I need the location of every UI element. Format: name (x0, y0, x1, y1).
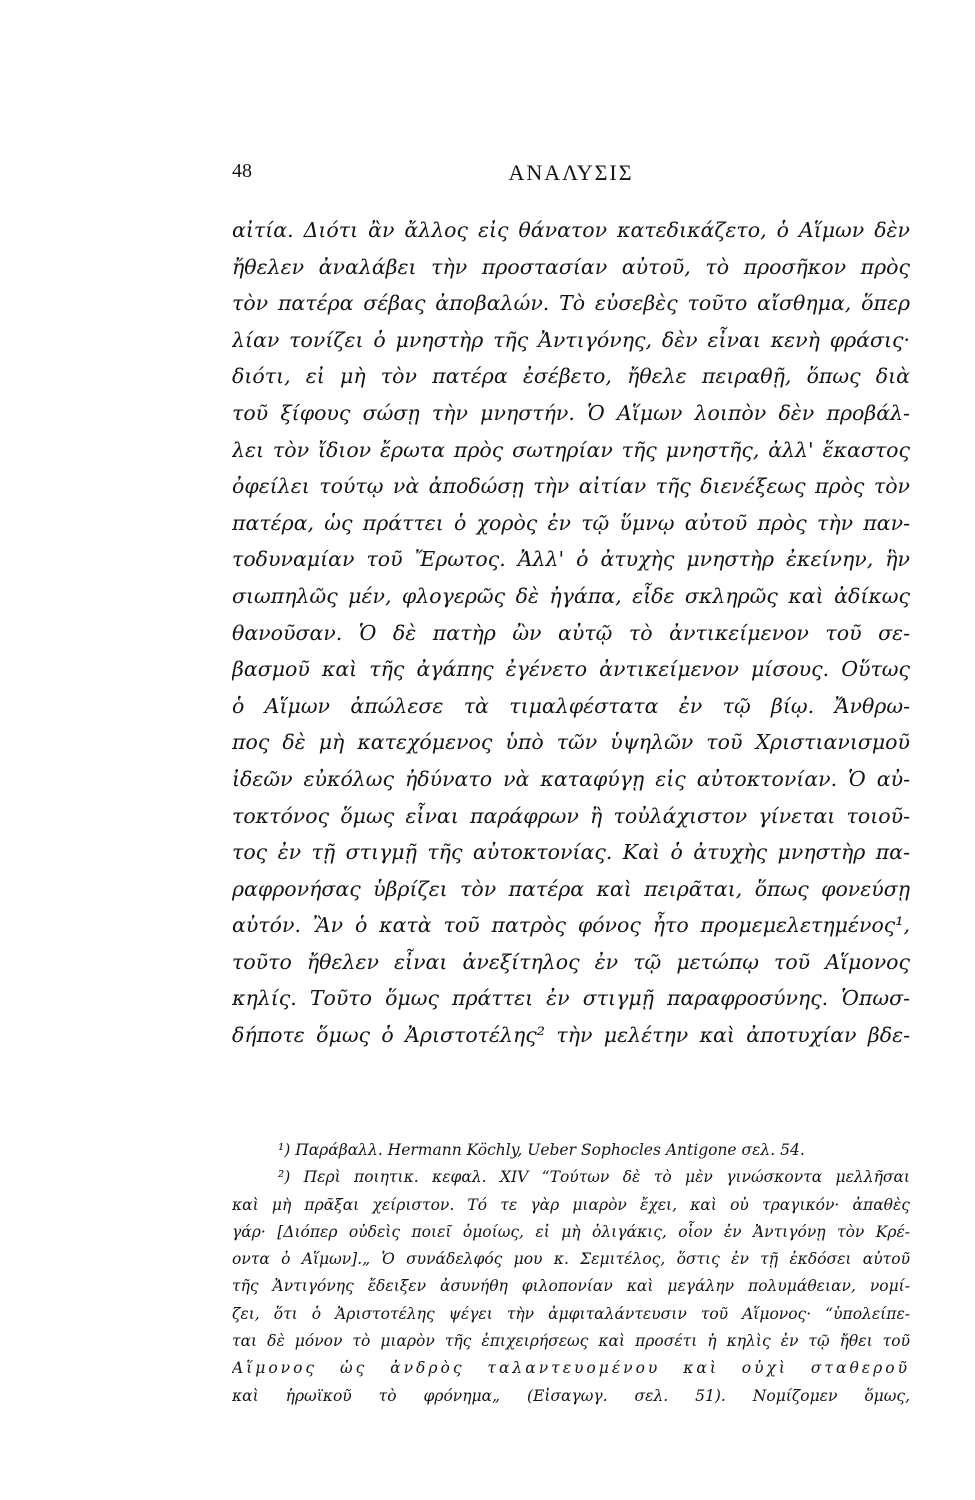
body-line: τοῦτο ἤθελεν εἶναι ἀνεξίτηλος ἐν τῷ μετώπῳ τοῦ Αἵμονος (232, 949, 910, 974)
body-line: τος ἐν τῇ στιγμῇ τῆς αὐτοκτονίας. Καὶ ὁ ἀτυχὴς μνηστὴρ πα- (232, 840, 910, 865)
body-line: τὸν πατέρα σέβας ἀποβαλών. Τὸ εὐσεβὲς τοῦτο αἴσθημα, ὅπερ (232, 291, 910, 316)
footnote-1: ¹) Παράβαλλ. Hermann Köchly, Ueber Sophocles Antigone σελ. 54. (278, 1141, 805, 1159)
body-line: αὐτόν. Ἂν ὁ κατὰ τοῦ πατρὸς φόνος ἦτο προμεμελετημένος¹, (232, 913, 910, 938)
body-line: τοῦ ξίφους σώσῃ τὴν μνηστήν. Ὁ Αἵμων λοιπὸν δὲν προβάλ- (232, 400, 910, 425)
body-line: λίαν τονίζει ὁ μνηστὴρ τῆς Ἀντιγόνης, δὲν εἶναι κενὴ φράσις· (232, 327, 910, 352)
body-line: σιωπηλῶς μέν, φλογερῶς δὲ ἠγάπα, εἶδε σκληρῶς καὶ ἀδίκως (232, 583, 910, 608)
body-line: βασμοῦ καὶ τῆς ἀγάπης ἐγένετο ἀντικείμενον μίσους. Οὕτως (232, 657, 910, 682)
running-title: ΑΝΑΛΥΣΙΣ (508, 160, 634, 185)
body-line: λει τὸν ἴδιον ἔρωτα πρὸς σωτηρίαν τῆς μνηστῆς, ἀλλ' ἕκαστος (232, 437, 910, 462)
body-line: ἰδεῶν εὐκόλως ἠδύνατο νὰ καταφύγῃ εἰς αὐτοκτονίαν. Ὁ αὐ- (232, 766, 910, 791)
body-line: ραφρονήσας ὑβρίζει τὸν πατέρα καὶ πειρᾶται, ὅπως φονεύσῃ (232, 876, 910, 901)
footnote-line: καὶ ἡρωϊκοῦ τὸ φρόνημα„ (Εἰσαγωγ. σελ. 51). Νομίζομεν ὅμως, (232, 1386, 910, 1405)
body-line: δήποτε ὅμως ὁ Ἀριστοτέλης² τὴν μελέτην καὶ ἀποτυχίαν βδε- (232, 1023, 910, 1048)
footnote-2: ²) Περὶ ποιητικ. κεφαλ. XIV “Τούτων δὲ τὸ μὲν γινώσκοντα μελλῆσαι (278, 1168, 910, 1187)
body-line: θανοῦσαν. Ὁ δὲ πατὴρ ὢν αὐτῷ τὸ ἀντικείμενον τοῦ σε- (232, 620, 910, 645)
body-line: διότι, εἰ μὴ τὸν πατέρα ἐσέβετο, ἤθελε πειραθῇ, ὅπως διὰ (232, 364, 910, 389)
footnote-line: οντα ὁ Αἵμων].„ Ὁ συνάδελφός μου κ. Σεμιτέλος, ὅστις ἐν τῇ ἐκδόσει αὐτοῦ (232, 1250, 910, 1269)
body-line: πατέρα, ὡς πράττει ὁ χορὸς ἐν τῷ ὕμνῳ αὐτοῦ πρὸς τὴν παν- (232, 510, 910, 535)
page-header (232, 160, 910, 200)
body-line: αἰτία. Διότι ἂν ἄλλος εἰς θάνατον κατεδικάζετο, ὁ Αἵμων δὲν (232, 218, 910, 242)
footnote-line: ζει, ὅτι ὁ Ἀριστοτέλης ψέγει τὴν ἀμφιταλάντευσιν τοῦ Αἵμονος· “ὑπολείπε- (232, 1304, 910, 1323)
body-line: ὀφείλει τούτῳ νὰ ἀποδώσῃ τὴν αἰτίαν τῆς διενέξεως πρὸς τὸν (232, 474, 910, 499)
footnote-line: Αἵμονος ὡς ἀνδρὸς ταλαντευομένου καὶ οὐχὶ σταθεροῦ (232, 1359, 910, 1378)
footnote-line: καὶ μὴ πρᾶξαι χείριστον. Τό τε γὰρ μιαρὸν ἔχει, καὶ οὐ τραγικόν· ἀπαθὲς (232, 1195, 910, 1214)
body-line: ὁ Αἵμων ἀπώλεσε τὰ τιμαλφέστατα ἐν τῷ βίῳ. Ἄνθρω- (232, 693, 910, 718)
footnote-line: τῆς Ἀντιγόνης ἔδειξεν ἀσυνήθη φιλοπονίαν καὶ μεγάλην πολυμάθειαν, νομί- (232, 1277, 910, 1296)
body-line: κηλίς. Τοῦτο ὅμως πράττει ἐν στιγμῇ παραφροσύνης. Ὁπωσ- (232, 986, 910, 1011)
body-text (232, 212, 910, 1054)
body-line: τοδυναμίαν τοῦ Ἔρωτος. Ἀλλ' ὁ ἀτυχὴς μνηστὴρ ἐκείνην, ἣν (232, 547, 910, 572)
body-line: ἤθελεν ἀναλάβει τὴν προστασίαν αὐτοῦ, τὸ προσῆκον πρὸς (232, 254, 910, 279)
page-number: 48 (232, 160, 252, 182)
footnotes (232, 1137, 910, 1410)
body-line: τοκτόνος ὅμως εἶναι παράφρων ἢ τοὐλάχιστον γίνεται τοιοῦ- (232, 803, 910, 828)
body-line: πος δὲ μὴ κατεχόμενος ὑπὸ τῶν ὑψηλῶν τοῦ Χριστιανισμοῦ (232, 730, 910, 755)
footnote-line: γάρ· [Διόπερ οὐδεὶς ποιεῖ ὁμοίως, εἰ μὴ ὀλιγάκις, οἷον ἐν Ἀντιγόνῃ τὸν Κρέ- (232, 1222, 910, 1241)
footnote-line: ται δὲ μόνον τὸ μιαρὸν τῆς ἐπιχειρήσεως καὶ προσέτι ἡ κηλὶς ἐν τῷ ἤθει τοῦ (232, 1332, 910, 1351)
